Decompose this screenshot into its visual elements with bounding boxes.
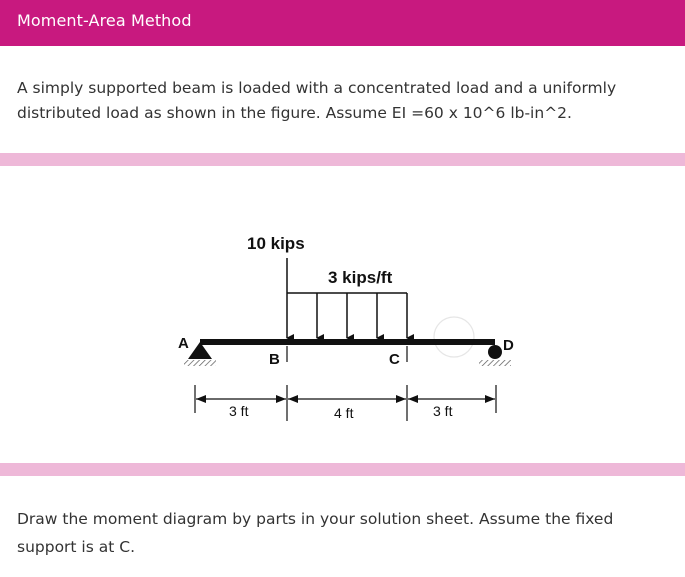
label-b: B <box>269 351 280 368</box>
divider-bottom <box>0 463 685 476</box>
beam-figure <box>170 225 530 435</box>
label-a: A <box>178 335 189 352</box>
page-title: Moment-Area Method <box>17 11 192 30</box>
roller-support-d <box>488 345 502 359</box>
ground-hatch-a <box>184 360 216 366</box>
beam-diagram <box>170 225 530 435</box>
distributed-load-label: 3 kips/ft <box>328 268 393 287</box>
dim-bc: 4 ft <box>334 405 354 421</box>
point-load-label: 10 kips <box>247 234 305 253</box>
label-d: D <box>503 337 514 354</box>
dim-ab: 3 ft <box>229 403 249 419</box>
label-c: C <box>389 351 400 368</box>
distributed-load-arrows <box>317 293 407 338</box>
highlight-circle <box>434 317 474 357</box>
header-bar <box>0 0 685 46</box>
ground-hatch-d <box>479 360 511 366</box>
beam <box>200 339 495 345</box>
question-text: Draw the moment diagram by parts in your solution sheet. Assume the fixed support is at C. <box>17 510 614 556</box>
divider-top <box>0 153 685 166</box>
dim-cd: 3 ft <box>433 403 453 419</box>
problem-statement: A simply supported beam is loaded with a concentrated load and a uniformly distributed load as shown in the figure. Assume EI =60 x 10^6 lb-in^2. <box>17 79 617 122</box>
